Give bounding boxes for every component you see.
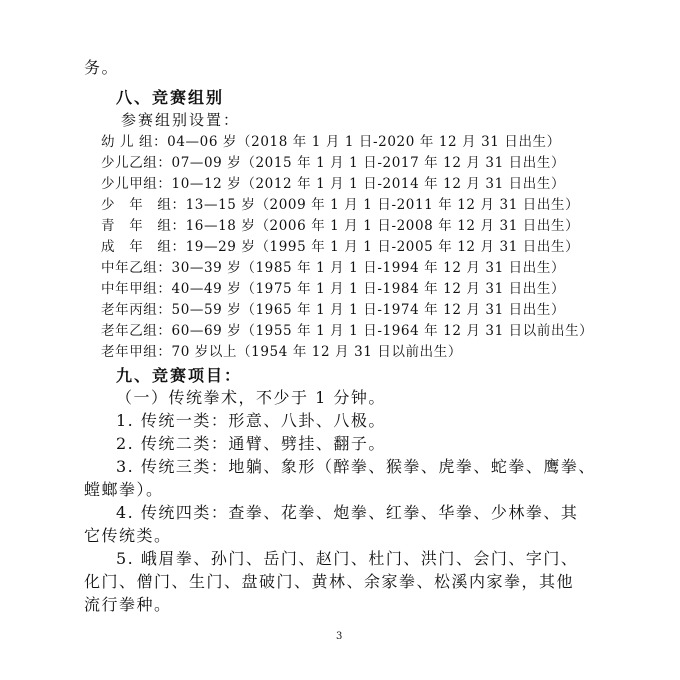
age-group-line: 少 年 组：13—15 岁（2009 年 1 月 1 日-2011 年 12 月 31 日出生）: [101, 197, 580, 213]
age-group-line: 中年乙组：30—39 岁（1985 年 1 月 1 日-1994 年 12 月 31 日出生）: [101, 260, 566, 276]
event-item-line: 1. 传统一类：形意、八卦、八极。: [116, 411, 386, 430]
event-item-line: 化门、僧门、生门、盘破门、黄林、余家拳、松溪内家拳，其他: [84, 572, 575, 591]
section-9-heading: 九、竞赛项目：: [116, 366, 243, 385]
event-item-line: 2. 传统二类：通臂、劈挂、翻子。: [116, 434, 386, 453]
event-item-line: 它传统类。: [84, 526, 172, 545]
event-item-line: 螳螂拳）。: [84, 480, 164, 499]
event-item-line: 3. 传统三类：地躺、象形（醉拳、猴拳、虎拳、蛇拳、鹰拳、: [116, 457, 596, 476]
age-group-line: 幼 儿 组：04—06 岁（2018 年 1 月 1 日-2020 年 12 月 31 日出生）: [101, 134, 561, 150]
event-item-line: 5. 峨眉拳、孙门、岳门、赵门、杜门、洪门、会门、字门、: [116, 549, 579, 568]
age-group-line: 中年甲组：40—49 岁（1975 年 1 月 1 日-1984 年 12 月 31 日出生）: [101, 281, 566, 297]
age-group-line: 成 年 组：19—29 岁（1995 年 1 月 1 日-2005 年 12 月 31 日出生）: [101, 239, 580, 255]
carry-over-text: 务。: [84, 58, 120, 77]
event-item-line: 4. 传统四类：查拳、花拳、炮拳、红拳、华拳、少林拳、其: [116, 503, 579, 522]
section-9-subheading: （一）传统拳术，不少于 1 分钟。: [116, 388, 386, 407]
age-group-line: 老年乙组：60—69 岁（1955 年 1 月 1 日-1964 年 12 月 31 日以前出生）: [101, 323, 594, 339]
age-group-line: 少儿甲组：10—12 岁（2012 年 1 月 1 日-2014 年 12 月 31 日出生）: [101, 176, 566, 192]
age-group-line: 老年丙组：50—59 岁（1965 年 1 月 1 日-1974 年 12 月 31 日出生）: [101, 302, 566, 318]
section-8-intro: 参赛组别设置：: [121, 111, 241, 129]
page-number: 3: [336, 631, 343, 642]
section-8-heading: 八、竞赛组别: [116, 88, 225, 107]
age-group-line: 老年甲组：70 岁以上（1954 年 12 月 31 日以前出生）: [101, 344, 462, 360]
age-group-line: 少儿乙组：07—09 岁（2015 年 1 月 1 日-2017 年 12 月 31 日出生）: [101, 155, 566, 171]
age-group-line: 青 年 组：16—18 岁（2006 年 1 月 1 日-2008 年 12 月 31 日出生）: [101, 218, 580, 234]
event-item-line: 流行拳种。: [84, 595, 172, 614]
